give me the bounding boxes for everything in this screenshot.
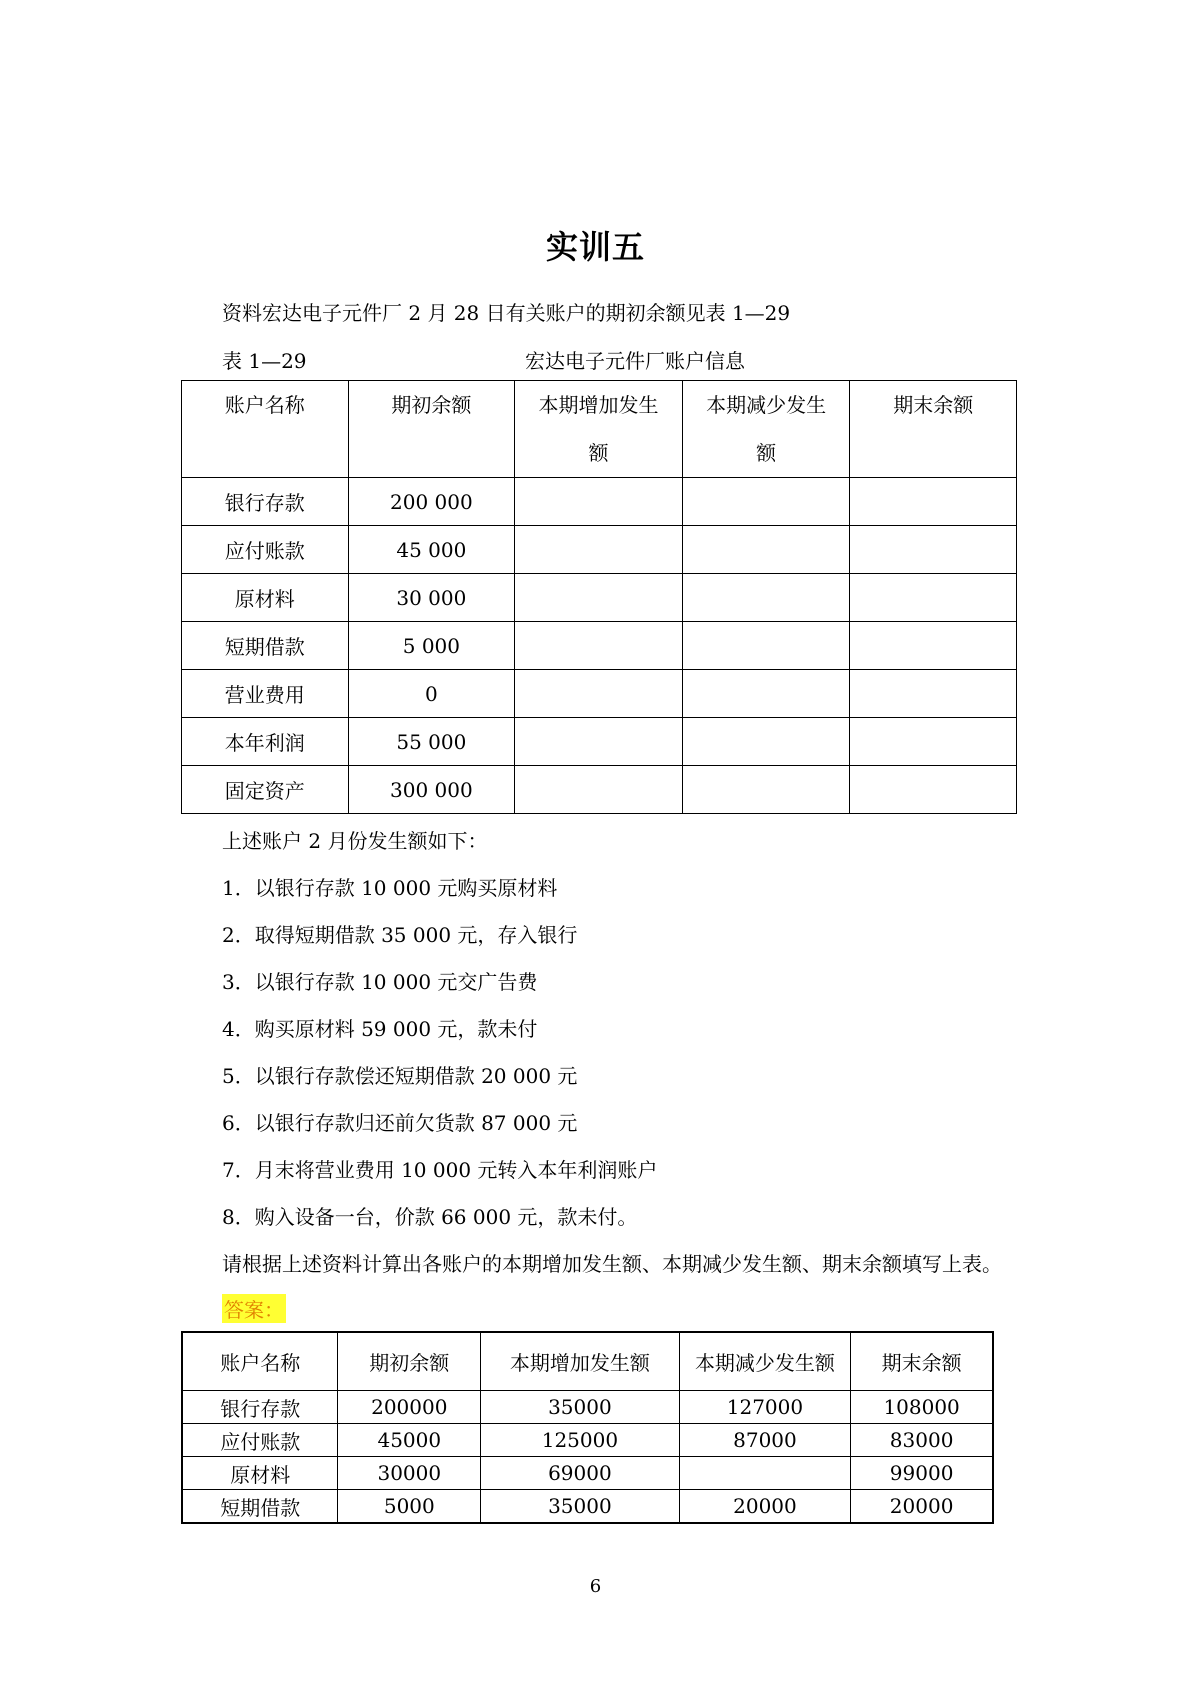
- table-number: 表 1—29: [222, 349, 307, 373]
- table-cell: [515, 526, 683, 574]
- table-cell: 本年利润: [182, 718, 349, 766]
- transaction-item: 4．购买原材料 59 000 元，款未付: [222, 1017, 538, 1041]
- header-cell: 期末余额: [851, 1332, 993, 1391]
- table-cell: 35000: [481, 1391, 679, 1424]
- table-row: [182, 1490, 993, 1524]
- page-number: 6: [589, 1576, 602, 1597]
- table-cell: [682, 478, 850, 526]
- table-cell: 银行存款: [182, 478, 349, 526]
- table-cell: 200000: [338, 1391, 481, 1424]
- answer-table: [181, 1331, 994, 1524]
- transaction-item: 8．购入设备一台，价款 66 000 元，款未付。: [222, 1205, 638, 1229]
- table-cell: [682, 622, 850, 670]
- table-cell: 短期借款: [182, 1490, 338, 1524]
- header-cell: 本期减少发生额: [682, 381, 850, 478]
- table-cell: 69000: [481, 1457, 679, 1490]
- table-row: [182, 766, 1017, 814]
- table-cell: 127000: [679, 1391, 851, 1424]
- header-cell: 期末余额: [850, 381, 1017, 478]
- table-cell: 0: [348, 670, 515, 718]
- table-cell: 应付账款: [182, 1424, 338, 1457]
- transactions-intro: 上述账户 2 月份发生额如下：: [222, 829, 488, 853]
- table-cell: 原材料: [182, 1457, 338, 1490]
- transaction-item: 3．以银行存款 10 000 元交广告费: [222, 970, 538, 994]
- header-cell: 本期增加发生额: [481, 1332, 679, 1391]
- table-cell: [515, 718, 683, 766]
- page-title: 实训五: [545, 228, 645, 266]
- header-cell: 本期增加发生额: [515, 381, 683, 478]
- table-cell: 5 000: [348, 622, 515, 670]
- table-cell: 55 000: [348, 718, 515, 766]
- table-cell: [682, 718, 850, 766]
- table-cell: 20000: [851, 1490, 993, 1524]
- table-cell: 99000: [851, 1457, 993, 1490]
- table-cell: [515, 574, 683, 622]
- table-row: [182, 574, 1017, 622]
- table-row: [182, 1391, 993, 1424]
- table-cell: 银行存款: [182, 1391, 338, 1424]
- table-cell: [682, 670, 850, 718]
- table-cell: 45 000: [348, 526, 515, 574]
- header-cell: 本期减少发生额: [679, 1332, 851, 1391]
- table-cell: [515, 478, 683, 526]
- table-header-row: [182, 1332, 993, 1391]
- transaction-item: 1．以银行存款 10 000 元购买原材料: [222, 876, 558, 900]
- table-row: [182, 478, 1017, 526]
- table-cell: [515, 622, 683, 670]
- transaction-item: 2．取得短期借款 35 000 元，存入银行: [222, 923, 578, 947]
- table-cell: 应付账款: [182, 526, 349, 574]
- table-cell: [515, 670, 683, 718]
- table-row: [182, 1424, 993, 1457]
- header-cell: 期初余额: [338, 1332, 481, 1391]
- table-cell: 35000: [481, 1490, 679, 1524]
- table-cell: 300 000: [348, 766, 515, 814]
- table-cell: 108000: [851, 1391, 993, 1424]
- table-row: [182, 718, 1017, 766]
- table-cell: 短期借款: [182, 622, 349, 670]
- table-cell: [682, 526, 850, 574]
- table-cell: 原材料: [182, 574, 349, 622]
- table-row: [182, 670, 1017, 718]
- table-cell: 5000: [338, 1490, 481, 1524]
- table-caption: 宏达电子元件厂账户信息: [525, 349, 745, 373]
- instruction-text: 请根据上述资料计算出各账户的本期增加发生额、本期减少发生额、期末余额填写上表。: [222, 1252, 1002, 1276]
- table-cell: [850, 718, 1017, 766]
- transaction-item: 6．以银行存款归还前欠货款 87 000 元: [222, 1111, 578, 1135]
- table-row: [182, 622, 1017, 670]
- table-cell: [850, 574, 1017, 622]
- intro-text: 资料宏达电子元件厂 2 月 28 日有关账户的期初余额见表 1—29: [222, 301, 791, 325]
- table-cell: 固定资产: [182, 766, 349, 814]
- table-cell: 87000: [679, 1424, 851, 1457]
- table-header-row: [182, 381, 1017, 478]
- table-cell: 30000: [338, 1457, 481, 1490]
- table-cell: 83000: [851, 1424, 993, 1457]
- table-cell: [850, 766, 1017, 814]
- table-cell: [515, 766, 683, 814]
- table-cell: [679, 1457, 851, 1490]
- table-cell: [682, 766, 850, 814]
- table-row: [182, 1457, 993, 1490]
- table-cell: [850, 622, 1017, 670]
- answer-label: 答案：: [222, 1294, 286, 1323]
- table-cell: [682, 574, 850, 622]
- transaction-item: 7．月末将营业费用 10 000 元转入本年利润账户: [222, 1158, 658, 1182]
- header-cell: 账户名称: [182, 381, 349, 478]
- header-cell: 期初余额: [348, 381, 515, 478]
- table-row: [182, 526, 1017, 574]
- table-cell: 30 000: [348, 574, 515, 622]
- table-cell: 200 000: [348, 478, 515, 526]
- table-cell: 125000: [481, 1424, 679, 1457]
- header-cell: 账户名称: [182, 1332, 338, 1391]
- table-cell: [850, 478, 1017, 526]
- table-cell: 45000: [338, 1424, 481, 1457]
- transaction-item: 5．以银行存款偿还短期借款 20 000 元: [222, 1064, 578, 1088]
- table-cell: [850, 526, 1017, 574]
- table-cell: [850, 670, 1017, 718]
- table-cell: 营业费用: [182, 670, 349, 718]
- table-cell: 20000: [679, 1490, 851, 1524]
- account-info-table: [181, 380, 1017, 814]
